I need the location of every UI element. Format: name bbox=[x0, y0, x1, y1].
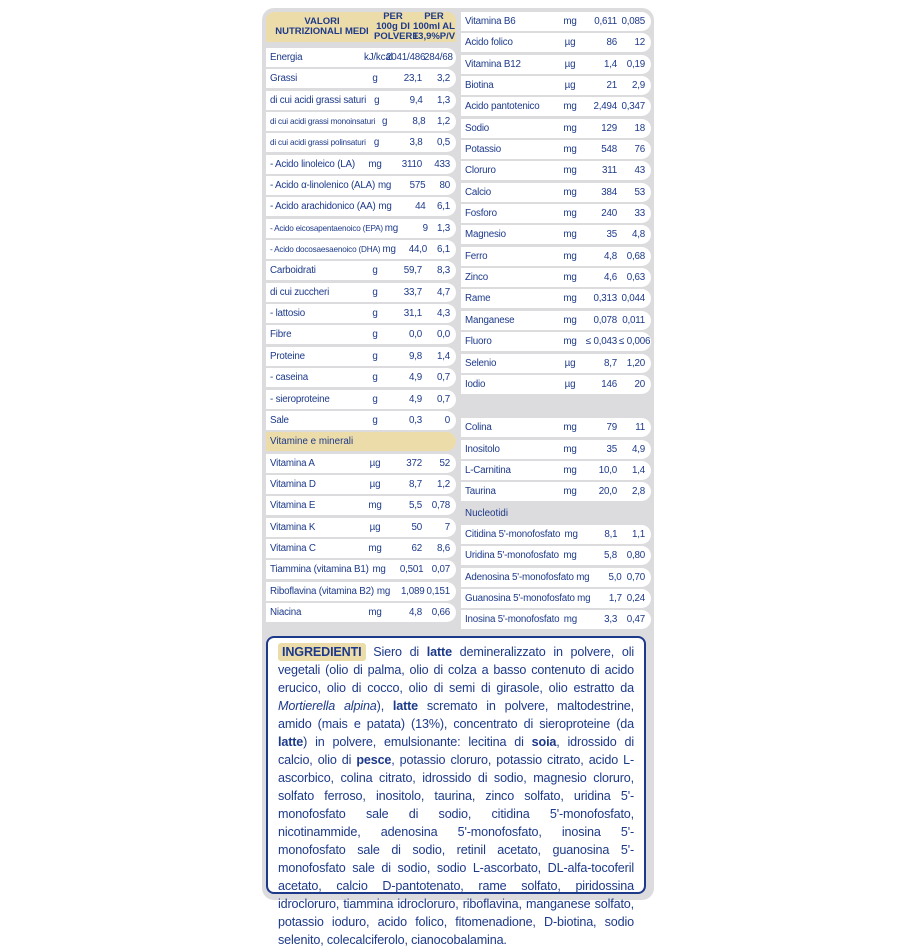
row-value-100ml: 20 bbox=[634, 378, 645, 390]
row-unit: mg bbox=[563, 314, 577, 326]
row-value-100ml: 2,9 bbox=[631, 80, 645, 92]
row-value-100ml: 0,80 bbox=[626, 550, 645, 562]
row-label: Calcio bbox=[465, 186, 492, 198]
table-row bbox=[461, 525, 651, 544]
row-value-100g: 8,7 bbox=[603, 357, 617, 369]
row-unit: mg bbox=[563, 422, 577, 434]
row-value-100g: 0,611 bbox=[594, 16, 617, 27]
row-value-100ml: 52 bbox=[439, 457, 450, 469]
row-label: Inositolo bbox=[465, 443, 500, 455]
row-value-100g: 2041/486 bbox=[386, 52, 426, 63]
row-value-100g: 35 bbox=[606, 229, 617, 241]
table-row bbox=[266, 112, 456, 131]
row-value-100g: 4,8 bbox=[408, 606, 422, 618]
row-value-100ml: 2,8 bbox=[631, 486, 645, 498]
row-label: Riboflavina (vitamina B2) bbox=[270, 585, 374, 597]
section-vitamins: Vitamine e minerali bbox=[266, 432, 456, 451]
table-row bbox=[461, 247, 651, 266]
row-value-100g: 3,8 bbox=[409, 137, 423, 149]
row-label: Fosforo bbox=[465, 208, 497, 220]
row-label: Vitamina B6 bbox=[465, 16, 516, 27]
row-value-100ml: 0,63 bbox=[626, 272, 645, 284]
row-label: Biotina bbox=[465, 80, 494, 92]
row-value-100ml: 0,7 bbox=[436, 372, 450, 384]
table-row bbox=[461, 76, 651, 95]
table-row bbox=[266, 325, 456, 344]
table-row bbox=[461, 418, 651, 437]
row-value-100ml: 6,1 bbox=[436, 244, 450, 256]
row-value-100g: 5,5 bbox=[408, 500, 422, 512]
row-value-100g: 23,1 bbox=[403, 73, 422, 85]
row-label: - Acido eicosapentaenoico (EPA) bbox=[270, 223, 383, 233]
row-label: Magnesio bbox=[465, 229, 506, 241]
table-row bbox=[266, 240, 456, 259]
row-value-100g: 0,313 bbox=[593, 293, 617, 305]
row-value-100g: 8,7 bbox=[408, 478, 422, 490]
row-value-100ml: 1,3 bbox=[436, 222, 450, 234]
row-value-100g: 0,3 bbox=[408, 414, 422, 426]
row-value-100ml: 0,07 bbox=[431, 564, 450, 576]
row-value-100g: 4,9 bbox=[408, 393, 422, 405]
row-unit: mg bbox=[563, 229, 577, 241]
table-row bbox=[266, 411, 456, 430]
row-value-100ml: 0,7 bbox=[436, 393, 450, 405]
row-label: Adenosina 5'-monofosfato bbox=[465, 571, 574, 583]
table-row bbox=[461, 161, 651, 180]
row-value-100g: 129 bbox=[601, 122, 617, 134]
row-value-100ml: 0,347 bbox=[621, 101, 645, 113]
header-col3: PER 100ml AL 13,9%P/V bbox=[412, 11, 456, 42]
row-value-100g: 384 bbox=[601, 186, 617, 198]
row-label: Taurina bbox=[465, 486, 496, 498]
row-unit: mg bbox=[563, 165, 577, 177]
row-label: Fibre bbox=[270, 329, 292, 341]
row-label: L-Carnitina bbox=[465, 464, 511, 476]
row-label: - caseina bbox=[270, 372, 308, 384]
row-value-100g: 372 bbox=[406, 457, 422, 469]
row-value-100ml: 4,9 bbox=[631, 443, 645, 455]
spacer bbox=[461, 396, 651, 418]
row-value-100g: 33,7 bbox=[403, 286, 422, 298]
row-value-100ml: 0,085 bbox=[621, 16, 645, 27]
table-row bbox=[461, 589, 651, 608]
row-label: - lattosio bbox=[270, 308, 306, 320]
row-label: Tiammina (vitamina B1) bbox=[270, 564, 369, 576]
row-label: Energia bbox=[270, 52, 303, 63]
row-label: - sieroproteine bbox=[270, 393, 330, 405]
row-value-100g: 4,8 bbox=[603, 250, 617, 262]
row-unit: g bbox=[373, 137, 380, 149]
ingredients-title: INGREDIENTI bbox=[278, 643, 366, 661]
table-row bbox=[461, 568, 651, 587]
row-value-100ml: 1,1 bbox=[631, 528, 645, 540]
row-unit: mg bbox=[563, 293, 577, 305]
table-row bbox=[266, 368, 456, 387]
row-unit: kJ/kcal bbox=[364, 52, 393, 63]
row-unit: mg bbox=[368, 606, 382, 618]
row-value-100g: 240 bbox=[601, 208, 617, 220]
row-label: Vitamina A bbox=[270, 457, 315, 469]
table-row bbox=[461, 97, 651, 116]
table-row bbox=[461, 375, 651, 394]
row-unit: mg bbox=[563, 144, 577, 156]
allergen-milk: latte bbox=[392, 699, 419, 713]
row-value-100g: 2,494 bbox=[593, 101, 617, 113]
row-label: Carboidrati bbox=[270, 265, 316, 277]
row-value-100g: 8,8 bbox=[412, 116, 426, 128]
row-label: di cui acidi grassi monoinsaturi bbox=[270, 117, 376, 127]
row-label: Acido pantotenico bbox=[465, 101, 540, 113]
row-value-100ml: 0,78 bbox=[431, 500, 450, 512]
table-row bbox=[461, 55, 651, 74]
row-label: Acido folico bbox=[465, 37, 513, 49]
row-value-100g: 5,8 bbox=[603, 550, 617, 562]
ingredients-italic: Mortierella alpina bbox=[278, 699, 377, 713]
table-row bbox=[461, 204, 651, 223]
row-label: - Acido linoleico (LA) bbox=[270, 158, 355, 170]
row-value-100g: 35 bbox=[606, 443, 617, 455]
row-unit: mg bbox=[563, 250, 577, 262]
table-row bbox=[461, 119, 651, 138]
row-unit: µg bbox=[369, 457, 381, 469]
row-unit: µg bbox=[564, 357, 576, 369]
header-col2: PER 100g DI POLVERE bbox=[374, 11, 419, 42]
row-label: Zinco bbox=[465, 272, 488, 284]
row-value-100g: 4,6 bbox=[603, 272, 617, 284]
allergen-soy: soia bbox=[531, 735, 557, 749]
row-value-100ml: 1,2 bbox=[436, 116, 450, 128]
row-value-100g: 1,7 bbox=[608, 592, 622, 604]
row-value-100g: 62 bbox=[411, 542, 422, 554]
row-label: Colina bbox=[465, 422, 492, 434]
row-label: Vitamina C bbox=[270, 542, 316, 554]
row-value-100g: 575 bbox=[409, 180, 426, 192]
row-value-100g: 9,4 bbox=[409, 94, 423, 106]
table-row bbox=[266, 48, 456, 67]
row-unit: mg bbox=[563, 336, 577, 348]
row-value-100ml: 8,6 bbox=[436, 542, 450, 554]
row-value-100ml: 0,044 bbox=[621, 293, 645, 305]
table-row bbox=[461, 225, 651, 244]
row-value-100ml: 0,19 bbox=[626, 58, 645, 70]
row-value-100g: 4,9 bbox=[408, 372, 422, 384]
row-label: Guanosina 5'-monofosfato bbox=[465, 592, 575, 604]
table-row bbox=[266, 496, 456, 515]
row-label: Manganese bbox=[465, 314, 515, 326]
row-value-100ml: 4,8 bbox=[631, 229, 645, 241]
row-unit: g bbox=[372, 73, 378, 85]
row-unit: mg bbox=[576, 571, 590, 583]
table-row bbox=[461, 332, 651, 351]
row-value-100ml: 0,47 bbox=[626, 614, 645, 626]
table-row bbox=[461, 311, 651, 330]
row-value-100g: 44 bbox=[415, 201, 426, 213]
table-row bbox=[461, 183, 651, 202]
table-row bbox=[266, 454, 456, 473]
row-value-100g: 86 bbox=[606, 37, 617, 49]
row-label: Vitamina E bbox=[270, 500, 316, 512]
row-unit: mg bbox=[563, 464, 577, 476]
table-row bbox=[461, 289, 651, 308]
table-row bbox=[266, 69, 456, 88]
row-unit: mg bbox=[564, 528, 578, 540]
row-value-100ml: 8,3 bbox=[436, 265, 450, 277]
row-value-100ml: 18 bbox=[634, 122, 645, 134]
row-value-100g: 20,0 bbox=[598, 486, 617, 498]
row-unit: mg bbox=[563, 443, 577, 455]
row-value-100g: 44,0 bbox=[408, 244, 428, 256]
row-unit: mg bbox=[376, 585, 391, 597]
row-label: di cui zuccheri bbox=[270, 286, 330, 298]
row-unit: mg bbox=[563, 272, 577, 284]
row-value-100g: 0,078 bbox=[593, 314, 617, 326]
row-value-100ml: 0,0 bbox=[436, 329, 450, 341]
table-row bbox=[266, 155, 456, 174]
row-value-100ml: 33 bbox=[634, 208, 645, 220]
row-unit: µg bbox=[564, 378, 576, 390]
row-label: - Acido docosaesaenoico (DHA) bbox=[270, 245, 381, 255]
row-value-100ml: 1,4 bbox=[436, 350, 450, 362]
row-value-100ml: 1,2 bbox=[436, 478, 450, 490]
row-label: Sale bbox=[270, 414, 289, 426]
row-label: Selenio bbox=[465, 357, 497, 369]
row-label: Potassio bbox=[465, 144, 501, 156]
table-row bbox=[266, 539, 456, 558]
row-label: - Acido arachidonico (AA) bbox=[270, 201, 376, 213]
row-unit: g bbox=[372, 265, 378, 277]
row-value-100ml: 53 bbox=[634, 186, 645, 198]
table-row bbox=[266, 582, 456, 601]
row-value-100g: 146 bbox=[601, 378, 617, 390]
row-value-100g: 21 bbox=[606, 80, 617, 92]
table-row bbox=[266, 304, 456, 323]
row-unit: g bbox=[372, 308, 378, 320]
table-row bbox=[266, 390, 456, 409]
row-unit: mg bbox=[368, 500, 382, 512]
table-row bbox=[266, 176, 456, 195]
row-label: Vitamina K bbox=[270, 521, 316, 533]
row-value-100g: 79 bbox=[606, 422, 617, 434]
row-label: Vitamina D bbox=[270, 478, 316, 490]
row-value-100ml: 6,1 bbox=[436, 201, 450, 213]
row-unit: mg bbox=[368, 542, 382, 554]
table-row bbox=[266, 475, 456, 494]
row-unit: g bbox=[382, 116, 388, 128]
row-value-100ml: 0 bbox=[444, 414, 450, 426]
row-label: Grassi bbox=[270, 73, 298, 85]
row-value-100ml: 1,3 bbox=[436, 94, 450, 106]
row-value-100ml: 0,24 bbox=[626, 592, 645, 604]
table-row bbox=[461, 440, 651, 459]
row-unit: mg bbox=[563, 486, 577, 498]
row-value-100ml: 0,011 bbox=[622, 314, 645, 326]
row-value-100g: 8,1 bbox=[604, 528, 618, 540]
table-row bbox=[461, 610, 651, 629]
row-value-100g: 0,501 bbox=[399, 564, 424, 576]
row-unit: µg bbox=[564, 80, 576, 92]
table-row bbox=[266, 518, 456, 537]
row-value-100ml: 12 bbox=[634, 37, 645, 49]
row-value-100ml: 1,20 bbox=[626, 357, 645, 369]
row-value-100ml: 4,3 bbox=[436, 308, 450, 320]
row-label: Citidina 5'-monofosfato bbox=[465, 528, 561, 540]
row-value-100ml: 284/68 bbox=[424, 52, 453, 63]
row-value-100g: 1,089 bbox=[400, 585, 425, 597]
row-unit: mg bbox=[563, 16, 577, 27]
ingredients-text: , idrossido di calcio, olio di bbox=[278, 735, 634, 767]
nutrition-table-right bbox=[461, 12, 651, 632]
row-value-100ml: 3,2 bbox=[436, 73, 450, 85]
row-unit: µg bbox=[564, 58, 576, 70]
ingredients-text: scremato in polvere, maltodestrine, amido (mais e patata) (13%), concentrato di sieroproteine (da bbox=[278, 699, 635, 731]
row-value-100ml: 11 bbox=[635, 422, 645, 434]
row-unit: mg bbox=[384, 222, 399, 234]
table-row bbox=[266, 603, 456, 622]
table-row bbox=[266, 219, 456, 238]
row-value-100g: 3110 bbox=[401, 158, 422, 170]
table-row bbox=[461, 482, 651, 501]
row-label: Sodio bbox=[465, 122, 490, 134]
row-value-100g: ≤ 0,043 bbox=[585, 336, 617, 348]
row-unit: mg bbox=[372, 564, 386, 576]
row-unit: g bbox=[372, 329, 378, 341]
ingredients-text: , potassio cloruro, potassio citrato, acido L-ascorbico, colina citrato, idrossido di sodio, magnesio cloruro, solfato ferroso, inositolo, taurina, zinco solfato, uridina 5'-monofosfato sale di sodio, citidina 5'-monofosfato, nicotinammide, adenosina 5'-monofosfato, inosina 5'-monofosfato sale di sodio, retinil acetato, guanosina 5'-monofosfato sale di sodio, sodio L-ascorbato, DL-alfa-tocoferil acetato, calcio D-pantotenato, rame solfato, piridossina idrocloruro, tiammina idrocloruro, riboflavina, manganese solfato, potassio ioduro, acido folico, fitomenadione, D-biotina, sodio selenito, colecalciferolo, cianocobalamina. bbox=[278, 753, 634, 947]
row-value-100ml: 0,66 bbox=[431, 606, 450, 618]
row-value-100g: 10,0 bbox=[598, 464, 617, 476]
table-row bbox=[266, 261, 456, 280]
table-row bbox=[461, 140, 651, 159]
table-row bbox=[266, 91, 456, 110]
header-col1: VALORI NUTRIZIONALI MEDI bbox=[275, 16, 369, 37]
row-unit: mg bbox=[563, 101, 577, 113]
row-unit: µg bbox=[564, 37, 576, 49]
row-label: Proteine bbox=[270, 350, 305, 362]
row-value-100g: 9,8 bbox=[408, 350, 422, 362]
row-unit: g bbox=[372, 372, 378, 384]
row-unit: mg bbox=[563, 186, 577, 198]
row-value-100ml: 0,5 bbox=[436, 137, 450, 149]
table-row bbox=[461, 461, 651, 480]
ingredients-text: ), bbox=[376, 699, 393, 713]
row-label: Inosina 5'-monofosfato bbox=[465, 614, 560, 626]
row-value-100g: 3,3 bbox=[604, 614, 618, 626]
row-value-100ml: 0,151 bbox=[426, 585, 450, 597]
row-unit: mg bbox=[377, 180, 392, 192]
row-unit: g bbox=[372, 286, 378, 298]
row-value-100ml: 76 bbox=[634, 144, 645, 156]
allergen-fish: pesce bbox=[356, 753, 392, 767]
ingredients-text: demineralizzato in polvere, oli vegetali (olio di palma, olio di colza a basso contenuto di acido erucico, olio di cocco, olio di semi di girasole, olio estratto da bbox=[278, 645, 634, 695]
row-value-100g: 59,7 bbox=[403, 265, 422, 277]
row-value-100ml: ≤ 0,006 bbox=[619, 336, 651, 348]
row-value-100ml: 4,7 bbox=[436, 286, 450, 298]
row-label: Iodio bbox=[465, 378, 486, 390]
table-row bbox=[266, 560, 456, 579]
row-label: di cui acidi grassi saturi bbox=[270, 94, 367, 106]
row-label: Cloruro bbox=[465, 165, 496, 177]
row-label: Rame bbox=[465, 293, 491, 305]
row-value-100ml: 43 bbox=[634, 165, 645, 177]
row-unit: mg bbox=[368, 158, 382, 170]
section-nucleotides: Nucleotidi bbox=[465, 507, 509, 519]
table-row bbox=[461, 354, 651, 373]
table-row bbox=[266, 283, 456, 302]
row-value-100ml: 0,70 bbox=[626, 571, 645, 583]
table-row bbox=[266, 347, 456, 366]
row-value-100g: 31,1 bbox=[403, 308, 422, 320]
row-unit: µg bbox=[369, 521, 381, 533]
row-value-100ml: 7 bbox=[444, 521, 450, 533]
table-row bbox=[266, 197, 456, 216]
row-label: Ferro bbox=[465, 250, 488, 262]
row-unit: mg bbox=[382, 244, 396, 256]
allergen-milk: latte bbox=[278, 735, 304, 749]
row-value-100ml: 0,68 bbox=[626, 250, 645, 262]
ingredients-text: Siero di bbox=[365, 645, 427, 659]
row-label: - Acido α-linolenico (ALA) bbox=[270, 180, 376, 192]
row-unit: mg bbox=[378, 201, 392, 213]
row-label: Niacina bbox=[270, 606, 302, 618]
row-unit: g bbox=[372, 350, 378, 362]
row-unit: mg bbox=[563, 614, 577, 626]
row-unit: g bbox=[374, 94, 380, 106]
row-label: Uridina 5'-monofosfato bbox=[465, 550, 559, 562]
table-row bbox=[266, 133, 456, 152]
row-unit: mg bbox=[577, 592, 591, 604]
row-value-100g: 311 bbox=[601, 165, 617, 177]
row-label: Vitamina B12 bbox=[465, 58, 521, 70]
row-value-100g: 1,4 bbox=[603, 58, 617, 70]
nutrition-table-left bbox=[266, 12, 456, 624]
row-unit: mg bbox=[563, 122, 577, 134]
table-row bbox=[461, 33, 651, 52]
row-value-100ml: 80 bbox=[439, 180, 450, 192]
table-header bbox=[266, 12, 456, 42]
row-unit: g bbox=[372, 414, 378, 426]
table-row bbox=[461, 268, 651, 287]
table-row bbox=[461, 12, 651, 31]
row-value-100g: 5,0 bbox=[608, 571, 622, 583]
ingredients-text: ) in polvere, emulsionante: lecitina di bbox=[303, 735, 532, 749]
row-value-100g: 548 bbox=[601, 144, 617, 156]
row-unit: mg bbox=[563, 550, 577, 562]
row-unit: mg bbox=[563, 208, 577, 220]
row-value-100g: 9 bbox=[422, 222, 428, 234]
row-unit: µg bbox=[369, 478, 381, 490]
row-unit: g bbox=[372, 393, 378, 405]
row-value-100g: 50 bbox=[411, 521, 422, 533]
row-label: Fluoro bbox=[465, 336, 492, 348]
ingredients-box bbox=[266, 636, 646, 947]
row-value-100ml: 1,4 bbox=[631, 464, 645, 476]
allergen-milk: latte bbox=[426, 645, 452, 659]
row-value-100ml: 433 bbox=[434, 158, 450, 170]
table-row bbox=[461, 546, 651, 565]
row-label: di cui acidi grassi polinsaturi bbox=[270, 138, 366, 148]
row-value-100g: 0,0 bbox=[408, 329, 422, 341]
